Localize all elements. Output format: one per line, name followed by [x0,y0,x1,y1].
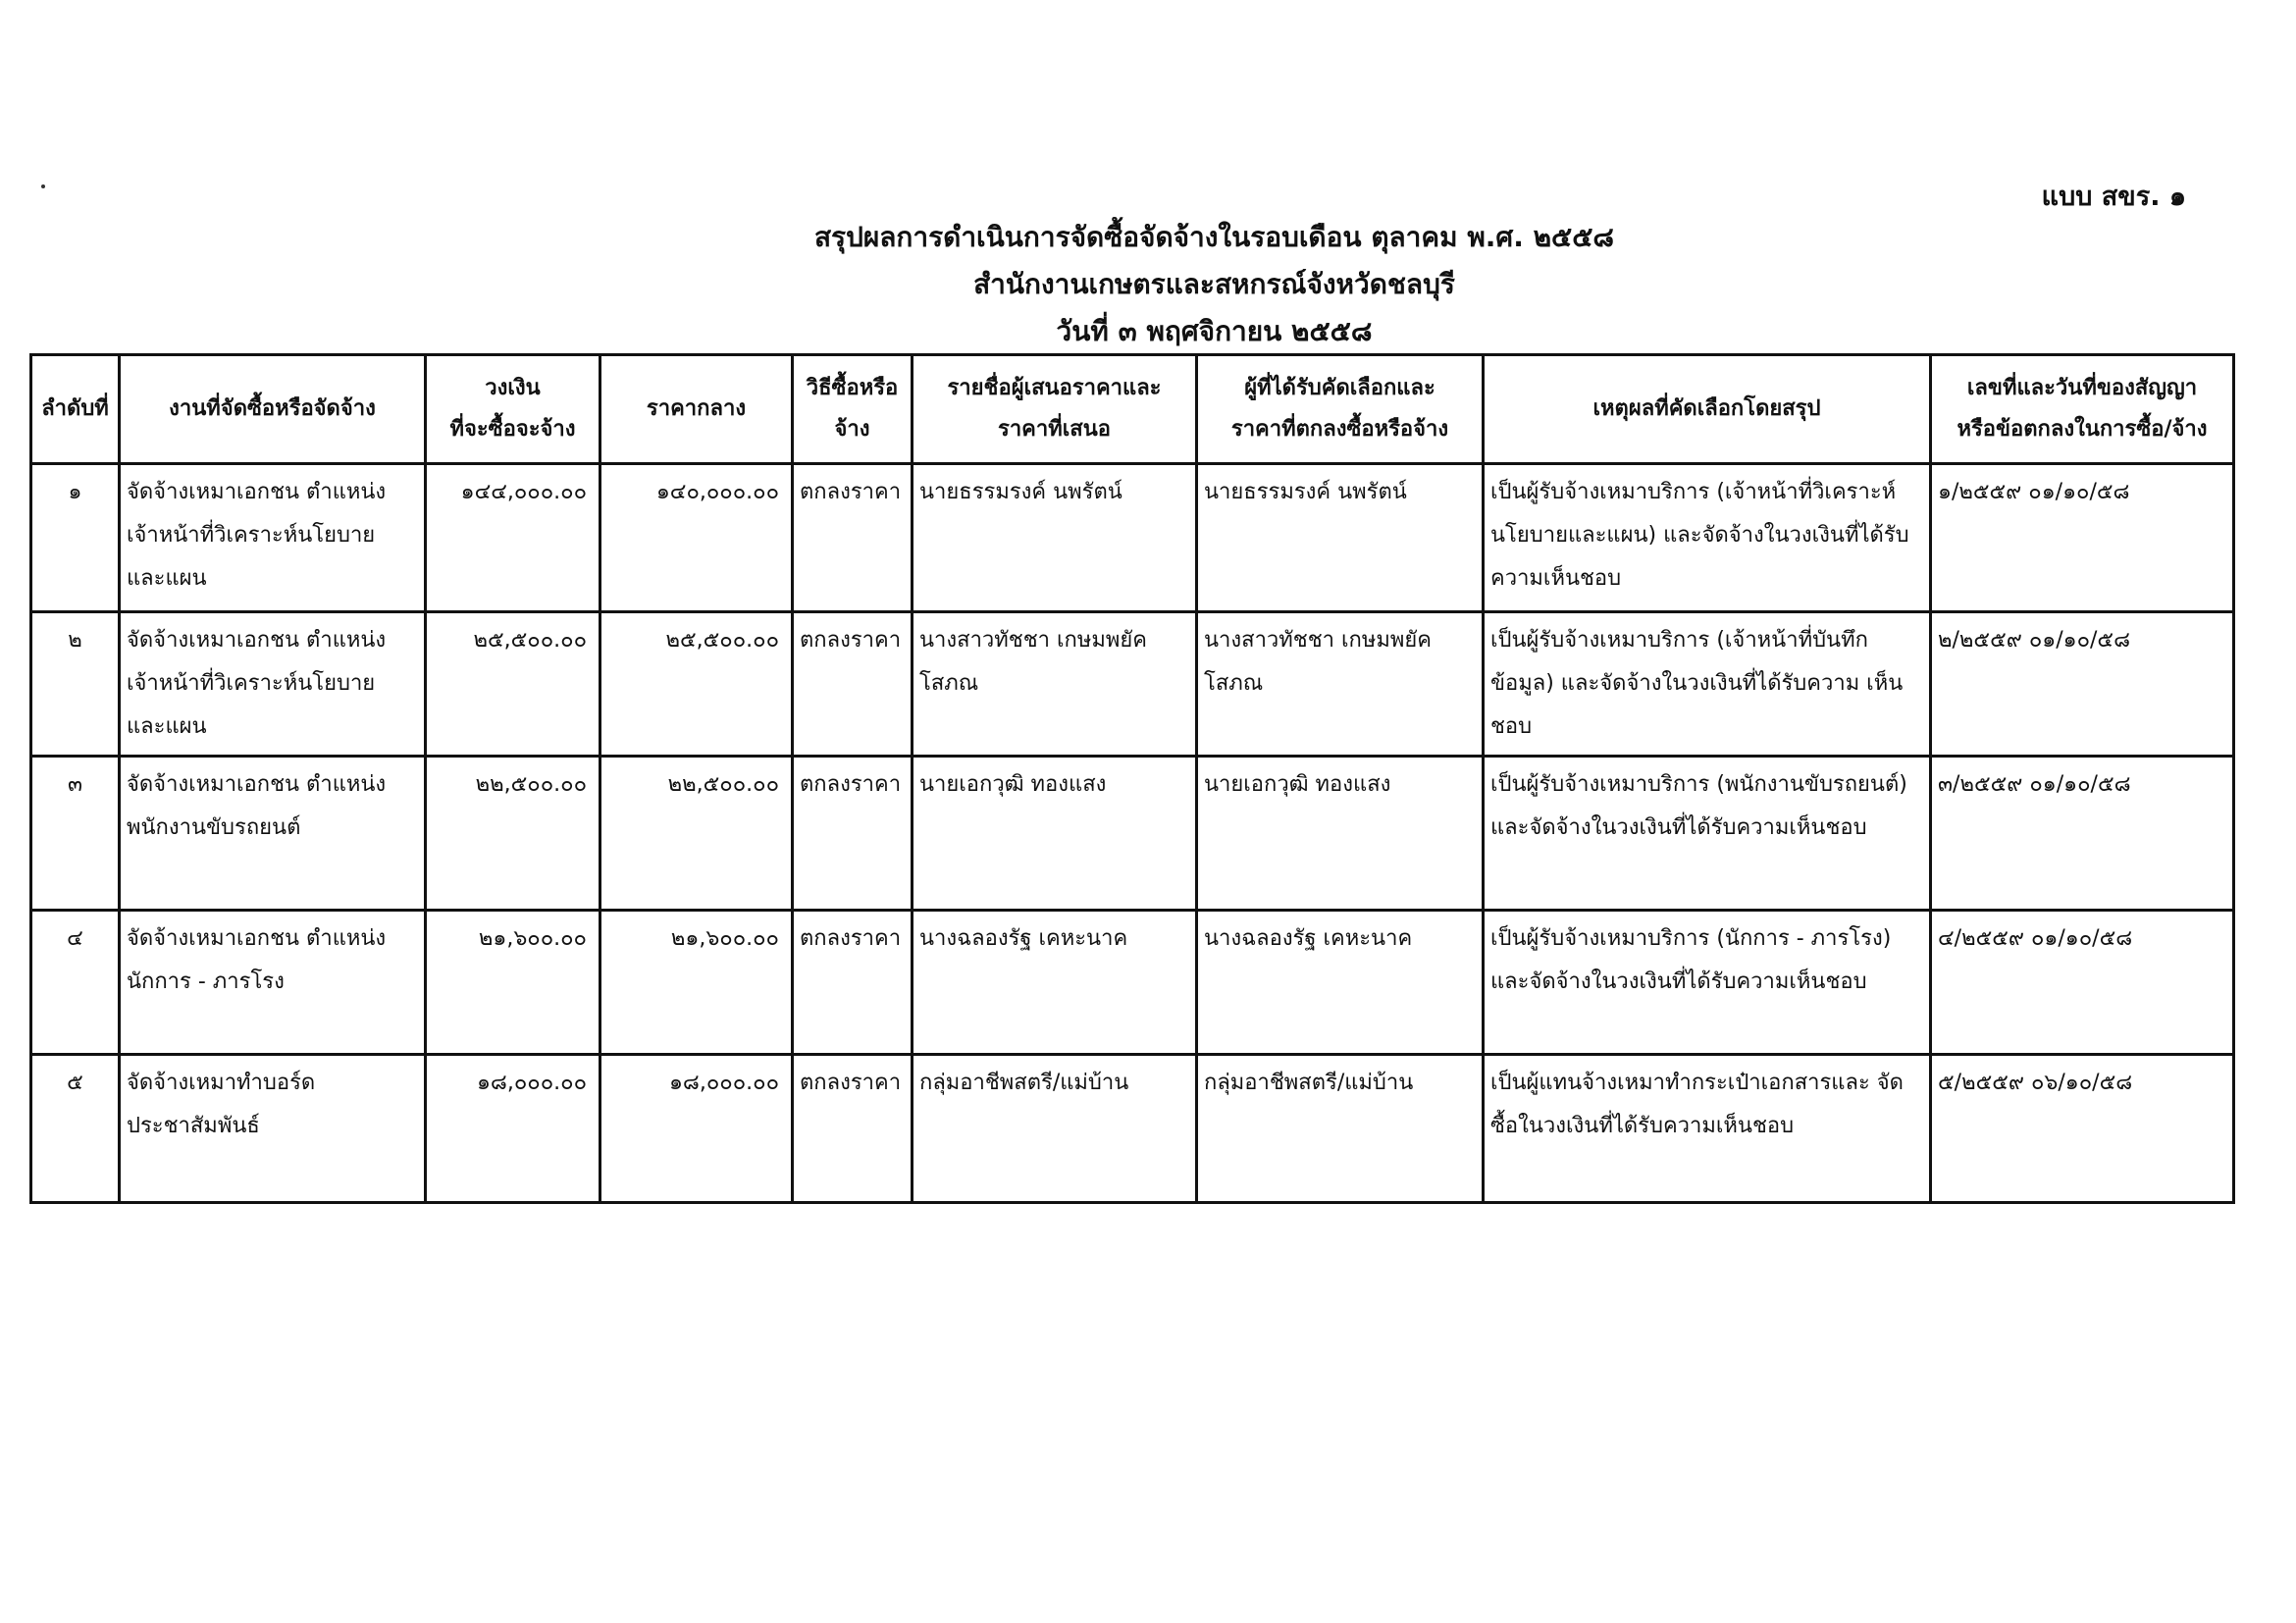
cell-bidder: นางสาวทัชชา เกษมพยัค โสภณ [913,612,1197,757]
header-budget-line2: ที่จะซื้อจะจ้าง [449,417,576,442]
cell-contract: ๒/๒๕๕๙ ๐๑/๑๐/๕๘ [1931,612,2234,757]
cell-work: จัดจ้างเหมาเอกชน ตำแหน่ง นักการ - ภารโรง [120,911,426,1055]
cell-work: จัดจ้างเหมาเอกชน ตำแหน่ง เจ้าหน้าที่วิเคราะห์นโยบาย และแผน [120,612,426,757]
title-line-3: วันที่ ๓ พฤศจิกายน ๒๕๕๘ [1056,315,1373,347]
cell-selected: นายธรรมรงค์ นพรัตน์ [1197,464,1484,612]
cell-selected: กลุ่มอาชีพสตรี/แม่บ้าน [1197,1055,1484,1203]
header-selected-line1: ผู้ที่ได้รับคัดเลือกและ [1244,376,1435,400]
header-no: ลำดับที่ [31,355,120,464]
cell-budget: ๒๒,๕๐๐.๐๐ [426,757,600,911]
form-code: แบบ สขร. ๑ [2041,182,2186,212]
procurement-table [29,353,2235,1204]
cell-method: ตกลงราคา [793,911,913,1055]
cell-no: ๔ [31,911,120,1055]
cell-method: ตกลงราคา [793,1055,913,1203]
cell-contract: ๑/๒๕๕๙ ๐๑/๑๐/๕๘ [1931,464,2234,612]
cell-median: ๒๒,๕๐๐.๐๐ [600,757,793,911]
header-bidders-line2: ราคาที่เสนอ [998,417,1111,442]
cell-median: ๒๕,๕๐๐.๐๐ [600,612,793,757]
header-contract-line2: หรือข้อตกลงในการซื้อ/จ้าง [1957,417,2208,442]
cell-bidder: นายเอกวุฒิ ทองแสง [913,757,1197,911]
cell-reason: เป็นผู้รับจ้างเหมาบริการ (เจ้าหน้าที่บันทึก ข้อมูล) และจัดจ้างในวงเงินที่ได้รับความ เห็นชอบ [1484,612,1931,757]
document-titles [0,214,2296,355]
cell-no: ๒ [31,612,120,757]
cell-selected: นางสาวทัชชา เกษมพยัค โสภณ [1197,612,1484,757]
stray-dot [41,184,45,188]
cell-selected: นางฉลองรัฐ เคหะนาค [1197,911,1484,1055]
cell-contract: ๕/๒๕๕๙ ๐๖/๑๐/๕๘ [1931,1055,2234,1203]
cell-budget: ๒๑,๖๐๐.๐๐ [426,911,600,1055]
header-method [793,355,913,464]
cell-reason: เป็นผู้รับจ้างเหมาบริการ (พนักงานขับรถยนต์) และจัดจ้างในวงเงินที่ได้รับความเห็นชอบ [1484,757,1931,911]
cell-budget: ๑๘,๐๐๐.๐๐ [426,1055,600,1203]
table-row [31,1055,2234,1203]
table-header-row [31,355,2234,464]
cell-reason: เป็นผู้แทนจ้างเหมาทำกระเป๋าเอกสารและ จัดซื้อในวงเงินที่ได้รับความเห็นชอบ [1484,1055,1931,1203]
cell-contract: ๔/๒๕๕๙ ๐๑/๑๐/๕๘ [1931,911,2234,1055]
header-method-line2: จ้าง [834,417,870,442]
cell-bidder: นายธรรมรงค์ นพรัตน์ [913,464,1197,612]
cell-no: ๕ [31,1055,120,1203]
cell-method: ตกลงราคา [793,612,913,757]
cell-bidder: กลุ่มอาชีพสตรี/แม่บ้าน [913,1055,1197,1203]
cell-no: ๓ [31,757,120,911]
cell-budget: ๒๕,๕๐๐.๐๐ [426,612,600,757]
cell-bidder: นางฉลองรัฐ เคหะนาค [913,911,1197,1055]
table-row [31,464,2234,612]
cell-reason: เป็นผู้รับจ้างเหมาบริการ (นักการ - ภารโรง) และจัดจ้างในวงเงินที่ได้รับความเห็นชอบ [1484,911,1931,1055]
cell-selected: นายเอกวุฒิ ทองแสง [1197,757,1484,911]
cell-budget: ๑๔๔,๐๐๐.๐๐ [426,464,600,612]
header-median-price: ราคากลาง [600,355,793,464]
table-row [31,757,2234,911]
header-contract-line1: เลขที่และวันที่ของสัญญา [1966,376,2198,400]
cell-work: จัดจ้างเหมาเอกชน ตำแหน่ง พนักงานขับรถยนต์ [120,757,426,911]
cell-reason: เป็นผู้รับจ้างเหมาบริการ (เจ้าหน้าที่วิเคราะห์ นโยบายและแผน) และจัดจ้างในวงเงินที่ได้รับ ความเห็นชอบ [1484,464,1931,612]
cell-method: ตกลงราคา [793,464,913,612]
cell-median: ๑๘,๐๐๐.๐๐ [600,1055,793,1203]
header-contract [1931,355,2234,464]
table-row [31,911,2234,1055]
header-bidders [913,355,1197,464]
header-work: งานที่จัดซื้อหรือจัดจ้าง [120,355,426,464]
cell-median: ๑๔๐,๐๐๐.๐๐ [600,464,793,612]
header-selected [1197,355,1484,464]
header-budget-line1: วงเงิน [485,376,541,400]
cell-no: ๑ [31,464,120,612]
cell-work: จัดจ้างเหมาทำบอร์ด ประชาสัมพันธ์ [120,1055,426,1203]
cell-method: ตกลงราคา [793,757,913,911]
header-selected-line2: ราคาที่ตกลงซื้อหรือจ้าง [1230,417,1449,442]
title-line-1: สรุปผลการดำเนินการจัดซื้อจัดจ้างในรอบเดือน ตุลาคม พ.ศ. ๒๕๕๘ [813,221,1615,253]
header-budget [426,355,600,464]
header-bidders-line1: รายชื่อผู้เสนอราคาและ [947,376,1162,400]
header-method-line1: วิธีซื้อหรือ [806,376,899,400]
cell-contract: ๓/๒๕๕๙ ๐๑/๑๐/๕๘ [1931,757,2234,911]
header-reason: เหตุผลที่คัดเลือกโดยสรุป [1484,355,1931,464]
cell-work: จัดจ้างเหมาเอกชน ตำแหน่ง เจ้าหน้าที่วิเคราะห์นโยบาย และแผน [120,464,426,612]
table-row [31,612,2234,757]
title-line-2: สำนักงานเกษตรและสหกรณ์จังหวัดชลบุรี [973,268,1455,300]
cell-median: ๒๑,๖๐๐.๐๐ [600,911,793,1055]
